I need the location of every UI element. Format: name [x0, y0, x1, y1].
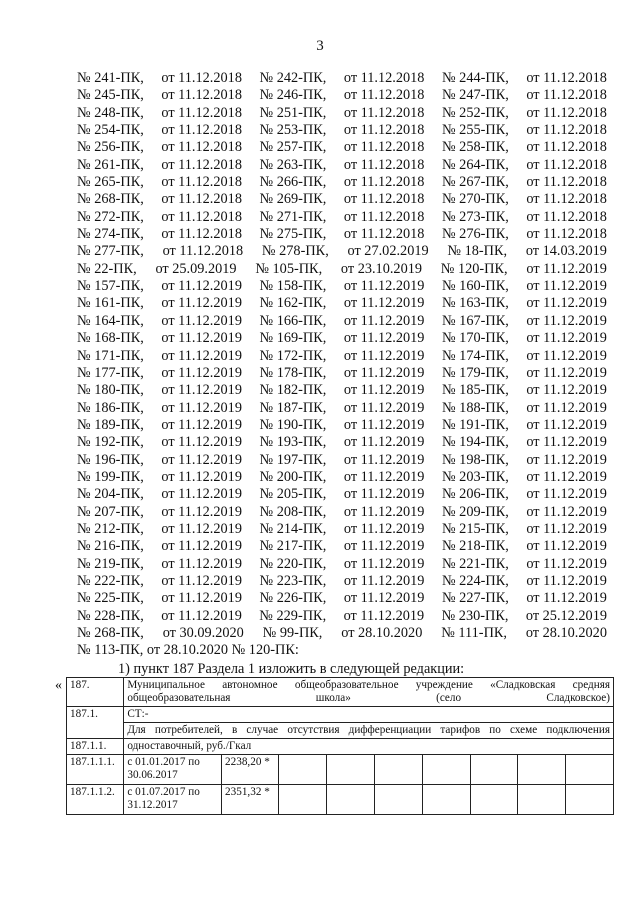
reference-token: № 245-ПК,	[77, 87, 144, 104]
reference-line	[77, 87, 607, 104]
reference-token: от 11.12.2019	[161, 399, 242, 416]
reference-token: № 120-ПК,	[440, 260, 508, 277]
reference-token: от 11.12.2019	[161, 330, 242, 347]
reference-token: № 22-ПК,	[77, 260, 137, 277]
reference-token: № 196-ПК,	[77, 451, 144, 468]
reference-token: № 227-ПК,	[441, 590, 509, 607]
reference-token: № 174-ПК,	[441, 347, 509, 364]
empty-cell	[422, 785, 470, 815]
reference-token: № 187-ПК,	[259, 399, 327, 416]
reference-token: от 11.12.2019	[161, 278, 242, 295]
reference-token: от 11.12.2019	[343, 486, 425, 503]
reference-token: от 11.12.2019	[526, 295, 607, 312]
reference-token: от 23.10.2019	[340, 260, 423, 277]
reference-line	[77, 278, 607, 295]
reference-token: от 11.12.2018	[526, 87, 607, 104]
reference-token: от 11.12.2019	[161, 347, 242, 364]
reference-token: № 263-ПК,	[259, 156, 327, 173]
reference-token: от 11.12.2018	[526, 174, 607, 191]
reference-token: № 185-ПК,	[441, 382, 509, 399]
reference-token: от 25.09.2019	[155, 260, 237, 277]
reference-token: от 11.12.2018	[343, 226, 425, 243]
table-row	[67, 785, 614, 815]
reference-token: № 241-ПК,	[77, 70, 144, 86]
reference-line	[77, 469, 607, 486]
reference-token: от 11.12.2018	[161, 191, 242, 208]
reference-token: от 11.12.2019	[343, 520, 425, 537]
table-row	[67, 755, 614, 785]
reference-token: от 11.12.2019	[526, 468, 607, 485]
empty-cell	[327, 755, 375, 785]
reference-token: № 200-ПК,	[259, 468, 327, 485]
reference-line	[77, 191, 607, 208]
reference-token: от 11.12.2018	[343, 70, 425, 86]
table-row	[67, 707, 614, 723]
reference-token: от 11.12.2019	[343, 607, 425, 624]
reference-token: от 11.12.2019	[161, 503, 242, 520]
reference-token: № 256-ПК,	[77, 139, 144, 156]
reference-token: № 161-ПК,	[77, 295, 144, 312]
reference-token: от 11.12.2018	[526, 104, 607, 121]
reference-token: № 186-ПК,	[77, 399, 144, 416]
reference-token: № 226-ПК,	[259, 590, 327, 607]
reference-token: от 11.12.2019	[343, 468, 425, 485]
reference-line	[77, 313, 607, 330]
empty-cell	[470, 755, 518, 785]
reference-line	[77, 521, 607, 538]
reference-token: от 11.12.2019	[161, 312, 242, 329]
reference-token: от 11.12.2018	[161, 104, 242, 121]
period-cell: с 01.01.2017 по 30.06.2017	[124, 755, 222, 785]
reference-token: № 220-ПК,	[259, 555, 327, 572]
reference-token: от 11.12.2019	[526, 312, 607, 329]
reference-line	[77, 157, 607, 174]
reference-token: № 230-ПК,	[441, 607, 509, 624]
references-list	[77, 70, 607, 660]
reference-line	[77, 382, 607, 399]
reference-token: от 11.12.2019	[526, 382, 607, 399]
reference-token: от 11.12.2019	[526, 278, 607, 295]
reference-token: № 99-ПК,	[262, 625, 323, 641]
reference-line	[77, 590, 607, 607]
reference-token: от 11.12.2019	[343, 330, 425, 347]
reference-token: № 209-ПК,	[441, 503, 509, 520]
empty-cell	[470, 785, 518, 815]
reference-token: № 163-ПК,	[441, 295, 509, 312]
empty-cell	[374, 785, 422, 815]
reference-token: № 258-ПК,	[441, 139, 509, 156]
reference-token: от 11.12.2019	[343, 382, 425, 399]
reference-token: № 224-ПК,	[441, 572, 509, 589]
reference-token: № 203-ПК,	[441, 468, 509, 485]
reference-token: № 179-ПК,	[441, 364, 509, 381]
row-number: 187.1.1.	[67, 739, 124, 755]
reference-token: № 265-ПК,	[77, 174, 144, 191]
reference-line	[77, 226, 607, 243]
reference-token: от 11.12.2018	[162, 243, 244, 260]
reference-token: от 11.12.2019	[526, 260, 607, 277]
reference-token: № 252-ПК,	[441, 104, 509, 121]
reference-line	[77, 70, 607, 87]
reference-token: от 11.12.2018	[161, 226, 242, 243]
reference-line	[77, 400, 607, 417]
reference-token: № 253-ПК,	[259, 122, 327, 139]
reference-token: № 198-ПК,	[441, 451, 509, 468]
reference-token: № 261-ПК,	[77, 156, 144, 173]
reference-token: № 268-ПК,	[77, 191, 144, 208]
reference-token: № 180-ПК,	[77, 382, 144, 399]
reference-line	[77, 330, 607, 347]
reference-token: от 28.10.2020	[525, 625, 607, 641]
reference-token: от 28.10.2020	[341, 625, 423, 641]
row-number: 187.	[67, 678, 124, 707]
empty-cell	[566, 785, 614, 815]
period-cell: с 01.07.2017 по 31.12.2017	[124, 785, 222, 815]
reference-token: от 11.12.2018	[343, 122, 425, 139]
reference-token: от 11.12.2019	[526, 399, 607, 416]
reference-line	[77, 139, 607, 156]
reference-token: № 167-ПК,	[441, 312, 509, 329]
reference-token: от 11.12.2018	[343, 87, 425, 104]
reference-token: от 11.12.2019	[526, 330, 607, 347]
table-row	[67, 723, 614, 739]
reference-token: № 172-ПК,	[259, 347, 327, 364]
reference-token: № 268-ПК,	[77, 625, 144, 641]
reference-token: № 244-ПК,	[441, 70, 509, 86]
row-number: 187.1.	[67, 707, 124, 739]
reference-line	[77, 122, 607, 139]
reference-token: от 11.12.2018	[161, 156, 242, 173]
reference-token: № 269-ПК,	[259, 191, 327, 208]
reference-token: от 11.12.2019	[161, 434, 242, 451]
reference-token: № 273-ПК,	[441, 208, 509, 225]
reference-token: от 11.12.2018	[343, 174, 425, 191]
reference-token: от 11.12.2019	[161, 382, 242, 399]
reference-token: № 111-ПК,	[441, 625, 507, 641]
reference-token: № 207-ПК,	[77, 503, 144, 520]
reference-token: от 11.12.2018	[161, 174, 242, 191]
reference-token: № 272-ПК,	[77, 208, 144, 225]
reference-token: от 11.12.2018	[343, 139, 425, 156]
reference-token: от 11.12.2019	[526, 416, 607, 433]
reference-token: № 278-ПК,	[261, 243, 329, 260]
reference-token: от 11.12.2019	[343, 364, 425, 381]
empty-cell	[566, 755, 614, 785]
reference-token: от 11.12.2019	[161, 295, 242, 312]
reference-token: от 11.12.2018	[161, 208, 242, 225]
reference-token: от 11.12.2019	[526, 486, 607, 503]
reference-token: от 11.12.2019	[343, 590, 425, 607]
reference-token: от 27.02.2019	[347, 243, 429, 260]
reference-line	[77, 209, 607, 226]
reference-token: от 11.12.2019	[343, 434, 425, 451]
reference-token: № 194-ПК,	[441, 434, 509, 451]
reference-token: от 11.12.2019	[161, 468, 242, 485]
reference-token: от 11.12.2019	[343, 347, 425, 364]
reference-token: № 18-ПК,	[447, 243, 508, 260]
reference-token: № 246-ПК,	[259, 87, 327, 104]
reference-token: № 190-ПК,	[259, 416, 327, 433]
reference-line	[77, 348, 607, 365]
reference-token: № 277-ПК,	[77, 243, 144, 260]
reference-token: от 11.12.2019	[526, 572, 607, 589]
reference-token: № 208-ПК,	[259, 503, 327, 520]
reference-line	[77, 538, 607, 555]
reference-token: № 212-ПК,	[77, 520, 144, 537]
reference-token: от 11.12.2018	[526, 139, 607, 156]
reference-token: № 255-ПК,	[441, 122, 509, 139]
reference-token: № 266-ПК,	[259, 174, 327, 191]
reference-line	[77, 573, 607, 590]
page-number: 3	[316, 38, 324, 54]
empty-cell	[279, 785, 327, 815]
reference-token: от 25.12.2019	[525, 607, 607, 624]
empty-cell	[518, 755, 566, 785]
reference-token: № 189-ПК,	[77, 416, 144, 433]
reference-token: от 11.12.2019	[161, 590, 242, 607]
reference-token: № 199-ПК,	[77, 468, 144, 485]
reference-token: от 11.12.2019	[526, 451, 607, 468]
reference-token: от 11.12.2019	[161, 364, 242, 381]
reference-token: от 11.12.2018	[526, 122, 607, 139]
reference-token: от 11.12.2018	[161, 70, 242, 86]
reference-token: № 221-ПК,	[441, 555, 509, 572]
reference-token: № 197-ПК,	[259, 451, 327, 468]
reference-token: № 223-ПК,	[259, 572, 327, 589]
reference-token: № 218-ПК,	[441, 538, 509, 555]
reference-token: № 257-ПК,	[259, 139, 327, 156]
reference-token: № 162-ПК,	[259, 295, 327, 312]
reference-token: от 11.12.2018	[161, 139, 242, 156]
reference-token: № 166-ПК,	[259, 312, 327, 329]
reference-token: от 11.12.2018	[343, 208, 425, 225]
reference-token: № 178-ПК,	[259, 364, 327, 381]
reference-token: от 11.12.2019	[343, 312, 425, 329]
reference-line	[77, 295, 607, 312]
reference-line	[77, 452, 607, 469]
reference-token: № 267-ПК,	[441, 174, 509, 191]
tariff-table	[66, 677, 614, 815]
reference-line	[77, 625, 607, 642]
row-number: 187.1.1.2.	[67, 785, 124, 815]
reference-token: № 264-ПК,	[441, 156, 509, 173]
reference-token: от 11.12.2019	[161, 538, 242, 555]
reference-token: от 11.12.2019	[343, 416, 425, 433]
reference-token: от 11.12.2019	[161, 451, 242, 468]
reference-line	[77, 417, 607, 434]
reference-token: от 11.12.2019	[343, 278, 425, 295]
reference-token: от 11.12.2019	[526, 538, 607, 555]
reference-token: № 191-ПК,	[441, 416, 509, 433]
reference-token: № 158-ПК,	[259, 278, 327, 295]
reference-line	[77, 434, 607, 451]
reference-token: № 105-ПК,	[255, 260, 323, 277]
reference-token: от 11.12.2019	[526, 590, 607, 607]
reference-token: от 11.12.2018	[161, 122, 242, 139]
reference-token: № 225-ПК,	[77, 590, 144, 607]
reference-token: № 251-ПК,	[259, 104, 327, 121]
consumers-label: Для потребителей, в случае отсутствия дифференциации тарифов по схеме подключения	[124, 723, 614, 739]
reference-token: от 11.12.2019	[343, 295, 425, 312]
reference-token: № 274-ПК,	[77, 226, 144, 243]
instruction-text: 1) пункт 187 Раздела 1 изложить в следующей редакции:	[118, 661, 465, 677]
empty-cell	[279, 755, 327, 785]
empty-cell	[422, 755, 470, 785]
reference-token: № 275-ПК,	[259, 226, 327, 243]
reference-token: от 11.12.2019	[526, 434, 607, 451]
reference-token: № 222-ПК,	[77, 572, 144, 589]
reference-token: № 214-ПК,	[259, 520, 327, 537]
reference-token: № 206-ПК,	[441, 486, 509, 503]
reference-token: от 11.12.2018	[343, 104, 425, 121]
reference-token: № 193-ПК,	[259, 434, 327, 451]
reference-token: от 11.12.2019	[161, 607, 242, 624]
reference-token: от 11.12.2019	[343, 538, 425, 555]
reference-token: от 11.12.2018	[343, 156, 425, 173]
reference-token: № 164-ПК,	[77, 312, 144, 329]
reference-token: от 11.12.2019	[343, 572, 425, 589]
reference-token: № 182-ПК,	[259, 382, 327, 399]
reference-line: № 113-ПК, от 28.10.2020 № 120-ПК:	[77, 642, 299, 659]
reference-token: от 11.12.2018	[161, 87, 242, 104]
reference-token: от 11.12.2018	[526, 191, 607, 208]
reference-token: от 11.12.2018	[343, 191, 425, 208]
reference-token: № 270-ПК,	[441, 191, 509, 208]
rate-type-label: одноставочный, руб./Гкал	[124, 739, 614, 755]
reference-line	[77, 243, 607, 260]
reference-token: от 11.12.2018	[526, 156, 607, 173]
row-number: 187.1.1.1.	[67, 755, 124, 785]
reference-token: от 11.12.2019	[343, 399, 425, 416]
reference-token: от 11.12.2019	[343, 503, 425, 520]
reference-token: № 160-ПК,	[441, 278, 509, 295]
reference-token: № 248-ПК,	[77, 104, 144, 121]
reference-token: от 11.12.2019	[526, 347, 607, 364]
value-cell: 2351,32 *	[222, 785, 279, 815]
quote-mark: «	[55, 678, 62, 693]
reference-token: от 11.12.2019	[526, 520, 607, 537]
reference-token: № 228-ПК,	[77, 607, 144, 624]
reference-line	[77, 556, 607, 573]
reference-token: от 14.03.2019	[525, 243, 607, 260]
reference-token: № 216-ПК,	[77, 538, 144, 555]
reference-token: от 11.12.2019	[526, 503, 607, 520]
reference-token: от 11.12.2019	[161, 572, 242, 589]
reference-token: № 276-ПК,	[441, 226, 509, 243]
reference-token: № 157-ПК,	[77, 278, 144, 295]
reference-token: № 219-ПК,	[77, 555, 144, 572]
reference-token: № 169-ПК,	[259, 330, 327, 347]
reference-token: от 30.09.2020	[162, 625, 244, 641]
reference-token: № 192-ПК,	[77, 434, 144, 451]
reference-token: № 247-ПК,	[441, 87, 509, 104]
reference-line	[77, 608, 607, 625]
reference-token: от 11.12.2019	[161, 486, 242, 503]
table-row	[67, 739, 614, 755]
reference-token: № 177-ПК,	[77, 364, 144, 381]
reference-token: № 215-ПК,	[441, 520, 509, 537]
reference-line	[77, 261, 607, 278]
reference-token: от 11.12.2019	[343, 555, 425, 572]
reference-token: № 170-ПК,	[441, 330, 509, 347]
empty-cell	[518, 785, 566, 815]
reference-token: № 205-ПК,	[259, 486, 327, 503]
empty-cell	[374, 755, 422, 785]
reference-token: от 11.12.2019	[161, 520, 242, 537]
heat-carrier-label: СТ:-	[124, 707, 614, 723]
reference-line	[77, 504, 607, 521]
reference-line	[77, 174, 607, 191]
reference-token: от 11.12.2019	[526, 364, 607, 381]
value-cell: 2238,20 *	[222, 755, 279, 785]
reference-line	[77, 105, 607, 122]
empty-cell	[327, 785, 375, 815]
reference-token: от 11.12.2018	[526, 208, 607, 225]
reference-token: от 11.12.2018	[526, 226, 607, 243]
table-row	[67, 678, 614, 707]
reference-token: от 11.12.2018	[526, 70, 607, 86]
reference-token: от 11.12.2019	[161, 416, 242, 433]
reference-token: от 11.12.2019	[161, 555, 242, 572]
reference-token: № 229-ПК,	[259, 607, 327, 624]
reference-token: № 188-ПК,	[441, 399, 509, 416]
reference-line	[77, 365, 607, 382]
organization-name: Муниципальное автономное общеобразовательное учреждение «Сладковская средняя общеобразовательная школа» (село Сладковское)	[124, 678, 614, 707]
reference-token: № 271-ПК,	[259, 208, 327, 225]
reference-token: № 254-ПК,	[77, 122, 144, 139]
reference-token: от 11.12.2019	[343, 451, 425, 468]
reference-line	[77, 486, 607, 503]
reference-token: № 168-ПК,	[77, 330, 144, 347]
reference-token: № 242-ПК,	[259, 70, 327, 86]
reference-token: от 11.12.2019	[526, 555, 607, 572]
reference-token: № 217-ПК,	[259, 538, 327, 555]
reference-token: № 171-ПК,	[77, 347, 144, 364]
reference-token: № 204-ПК,	[77, 486, 144, 503]
